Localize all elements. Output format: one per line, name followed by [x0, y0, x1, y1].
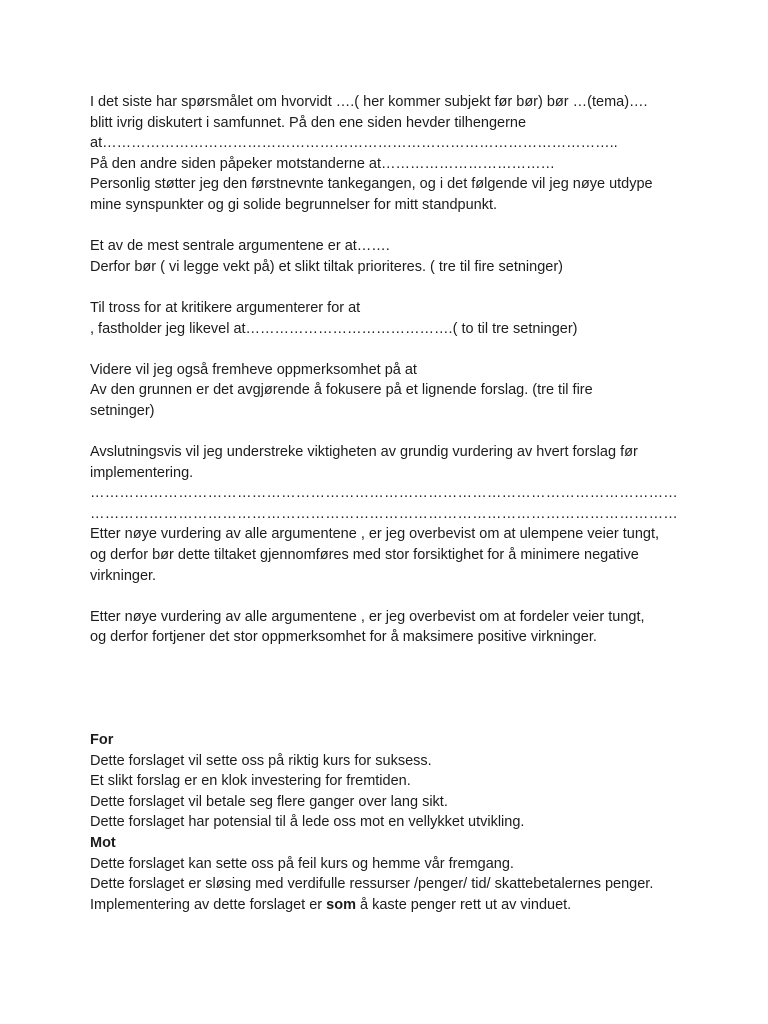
text-line: setninger) [90, 402, 155, 419]
conclusion-paragraph [90, 442, 690, 586]
text-line: I det siste har spørsmålet om hvorvidt ….( her kommer subjekt før bør) bør …(tema)…. [90, 94, 648, 110]
text-line: virkninger. [90, 567, 157, 584]
argument-3-paragraph [90, 360, 690, 422]
paragraph-gap [90, 339, 690, 360]
text-line: Av den grunnen er det avgjørende å fokusere på et lignende forslag. (tre til fire [90, 382, 593, 399]
paragraph-gap [90, 586, 690, 607]
for-item: Et slikt forslag er en klok investering for fremtiden. [90, 773, 411, 790]
document-page [90, 92, 690, 915]
mot-heading: Mot [90, 835, 116, 851]
text-line: Til tross for at kritikere argumenterer for at [90, 299, 361, 316]
text-line: Et av de mest sentrale argumentene er at……. [90, 238, 390, 255]
mot-item [90, 895, 690, 916]
text-line: mine synspunkter og gi solide begrunnelser for mitt standpunkt. [90, 196, 498, 213]
text-line: , fastholder jeg likevel at…………………………………….( to til tre setninger) [90, 320, 578, 337]
alternative-conclusion-paragraph [90, 607, 690, 648]
text-line: og derfor fortjener det stor oppmerksomhet for å maksimere positive virkninger. [90, 629, 597, 646]
for-section [90, 730, 690, 833]
dotted-line: ………………………………………………………………………………………………………… [90, 485, 678, 502]
text-line: blitt ivrig diskutert i samfunnet. På den ene siden hevder tilhengerne [90, 114, 527, 131]
paragraph-gap [90, 422, 690, 443]
dotted-line: ………………………………………………………………………………………………………… [90, 505, 678, 522]
mot-item: Dette forslaget er sløsing med verdifulle ressurser /penger/ tid/ skattebetalernes penger. [90, 876, 654, 893]
for-item: Dette forslaget vil betale seg flere ganger over lang sikt. [90, 793, 448, 810]
text-line: På den andre siden påpeker motstanderne at……………………………… [90, 155, 556, 172]
text-line: Personlig støtter jeg den førstnevnte tankegangen, og i det følgende vil jeg nøye utdype [90, 176, 653, 193]
text-line: implementering. [90, 464, 194, 481]
argument-1-paragraph [90, 236, 690, 277]
text-line: Etter nøye vurdering av alle argumentene , er jeg overbevist om at ulempene veier tungt, [90, 526, 660, 543]
mot-item-text-after: å kaste penger rett ut av vinduet. [355, 896, 572, 913]
argument-2-paragraph [90, 298, 690, 339]
mot-item-text-before: Implementering av dette forslaget er [90, 896, 327, 913]
mot-item: Dette forslaget kan sette oss på feil kurs og hemme vår fremgang. [90, 855, 514, 872]
for-heading: For [90, 732, 114, 749]
mot-section [90, 833, 690, 915]
text-line: at…………………………………………………………………………………………….. [90, 135, 618, 152]
for-item: Dette forslaget vil sette oss på riktig kurs for suksess. [90, 752, 432, 769]
mot-item-bold-word: som [326, 896, 356, 913]
text-line: Etter nøye vurdering av alle argumentene , er jeg overbevist om at fordeler veier tungt, [90, 608, 645, 625]
for-item: Dette forslaget har potensial til å lede oss mot en vellykket utvikling. [90, 814, 525, 831]
text-line: og derfor bør dette tiltaket gjennomføres med stor forsiktighet for å minimere negative [90, 547, 639, 564]
section-gap [90, 648, 690, 730]
paragraph-gap [90, 277, 690, 298]
text-line: Derfor bør ( vi legge vekt på) et slikt tiltak prioriteres. ( tre til fire setninger) [90, 258, 564, 275]
text-line: Videre vil jeg også fremheve oppmerksomhet på at [90, 361, 417, 378]
paragraph-gap [90, 216, 690, 237]
text-line: Avslutningsvis vil jeg understreke viktigheten av grundig vurdering av hvert forslag før [90, 444, 638, 461]
intro-paragraph [90, 92, 690, 216]
